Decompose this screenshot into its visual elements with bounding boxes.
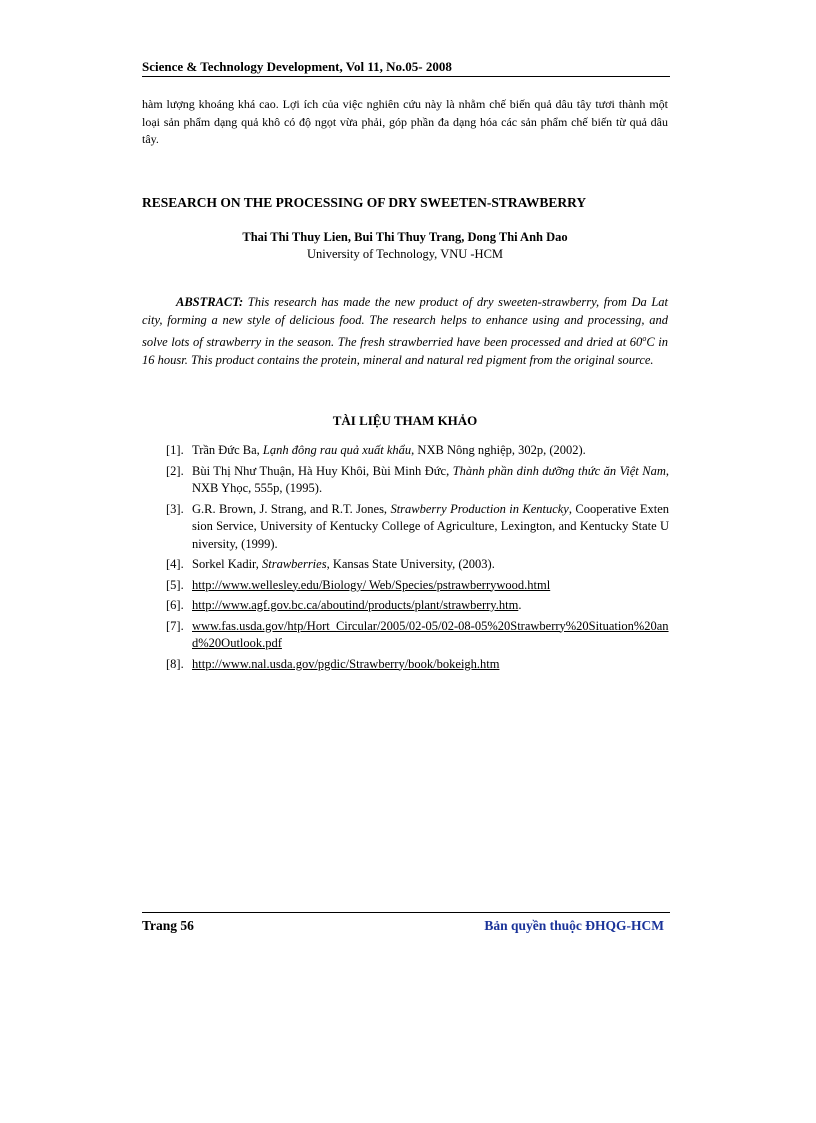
reference-item — [166, 618, 669, 653]
reference-authors: G.R. Brown, J. Strang, and R.T. Jones, — [192, 501, 391, 516]
reference-authors: Sorkel Kadir, — [192, 557, 262, 571]
page-number: Trang 56 — [142, 918, 194, 933]
reference-details: , NXB Nông nghiệp, 302p, (2002). — [411, 443, 586, 457]
reference-authors: Bùi Thị Như Thuận, Hà Huy Khôi, Bùi Minh Đức, — [192, 463, 453, 478]
degree-superscript: o — [642, 333, 647, 343]
abstract-text-2: C in 16 housr. This product contains the protein, mineral and natural red pigment from the original source. — [142, 334, 668, 367]
reference-text — [192, 501, 669, 554]
abstract — [142, 294, 668, 369]
reference-details: . — [518, 598, 522, 612]
intro-paragraph: hàm lượng khoáng khá cao. Lợi ích của việc nghiên cứu này là nhằm chế biến quả dâu tây tươi thành một loại sản phẩm dạng quả khô có độ ngọt vừa phải, góp phần đa dạng hóa các sản phẩm chế biến từ quả dâu tây. — [142, 97, 668, 146]
reference-link[interactable]: http://www.nal.usda.gov/pgdic/Strawberry/book/bokeigh.htm — [192, 656, 500, 671]
author-names: Thai Thi Thuy Lien, Bui Thi Thuy Trang, Dong Thi Anh Dao — [242, 230, 568, 244]
reference-text — [192, 618, 669, 653]
abstract-text-1: This research has made the new product of dry sweeten-strawberry, from Da Lat city, forming a new style of delicious food. The research helps to enhance using and processing, and solve lots of strawberry in the season. The fresh strawberried have been processed and dried at 60 — [142, 295, 668, 349]
reference-number: [3]. — [166, 501, 184, 516]
reference-link[interactable]: www.fas.usda.gov/htp/Hort_Circular/2005/02-05/02-08-05%20Strawberry%20Situation%20and%20Outlook.pdf — [192, 618, 669, 650]
reference-title: Lạnh đông rau quả xuất khẩu — [262, 443, 412, 457]
reference-title: Strawberries — [261, 557, 327, 571]
reference-item — [166, 442, 669, 460]
reference-number: [8]. — [166, 656, 184, 671]
running-header — [142, 58, 670, 77]
reference-item — [166, 656, 669, 674]
reference-item — [166, 597, 669, 615]
reference-number: [2]. — [166, 463, 184, 478]
reference-text — [192, 656, 669, 674]
reference-authors: Trần Đức Ba, — [192, 443, 263, 457]
reference-link[interactable]: http://www.wellesley.edu/Biology/ Web/Species/pstrawberrywood.html — [192, 577, 551, 592]
paper-title: RESEARCH ON THE PROCESSING OF DRY SWEETEN-STRAWBERRY — [142, 195, 587, 210]
reference-number: [5]. — [166, 577, 184, 592]
reference-title: Strawberry Production in Kentucky — [390, 501, 569, 516]
reference-text — [192, 597, 669, 615]
reference-number: [4]. — [166, 557, 184, 571]
journal-title: Science & Technology Development, Vol 11, No.05- 2008 — [142, 59, 452, 74]
reference-item — [166, 577, 669, 595]
reference-details: , Cooperative Extension Service, University of Kentucky College of Agriculture, Lexington, and Kentucky State University, (1999). — [192, 501, 669, 551]
reference-text — [192, 556, 669, 574]
reference-details: , Kansas State University, (2003). — [326, 557, 495, 571]
references-heading: TÀI LIỆU THAM KHẢO — [332, 413, 478, 428]
author-block — [142, 229, 668, 263]
reference-list — [166, 442, 669, 676]
abstract-label: ABSTRACT: — [176, 295, 244, 309]
reference-text — [192, 463, 669, 498]
reference-title: Thành phần dinh dưỡng thức ăn Việt Nam — [452, 463, 666, 478]
reference-item — [166, 463, 669, 498]
reference-text — [192, 442, 669, 460]
reference-link[interactable]: http://www.agf.gov.bc.ca/aboutind/products/plant/strawberry.htm — [192, 598, 519, 612]
page-footer — [142, 912, 670, 939]
reference-number: [6]. — [166, 598, 184, 612]
reference-text — [192, 577, 669, 595]
reference-number: [1]. — [166, 443, 184, 457]
reference-item — [166, 556, 669, 574]
reference-item — [166, 501, 669, 554]
copyright-notice: Bản quyền thuộc ĐHQG-HCM — [484, 918, 664, 933]
reference-details: , NXB Yhọc, 555p, (1995). — [192, 463, 669, 495]
reference-number: [7]. — [166, 618, 184, 633]
affiliation: University of Technology, VNU -HCM — [306, 247, 504, 261]
